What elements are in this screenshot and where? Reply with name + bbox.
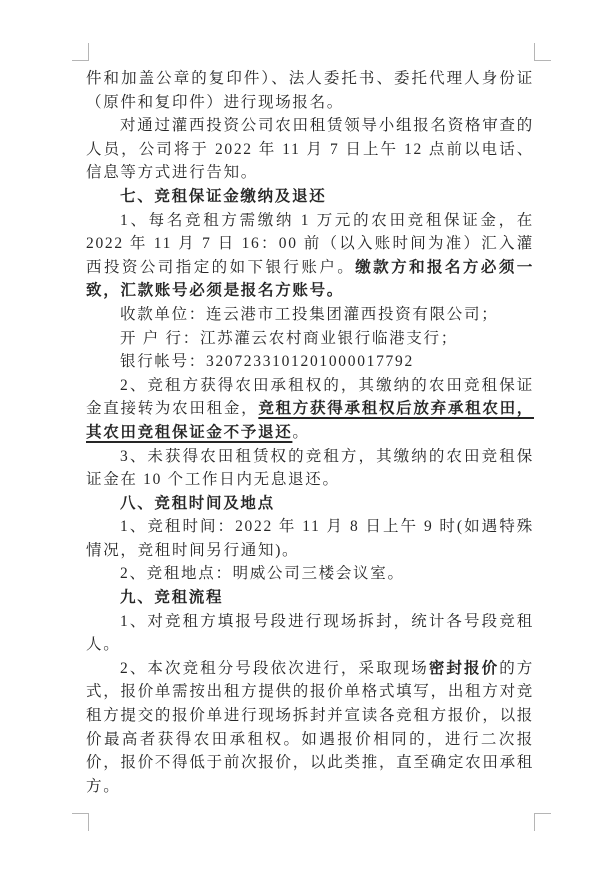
- paragraph: [86, 67, 534, 114]
- paragraph: [86, 515, 534, 562]
- text-run: 1、每名竞租方需缴纳 1 万元的农田竞租保证金，在 2022 年 11 月 7 日 16：00 前（以入账时间为准）汇入灌西投资公司指定的如下银行账户。: [86, 211, 534, 276]
- document-text-area: [86, 67, 534, 798]
- text-run: 1、对竞租方填报号段进行现场拆封，统计各号段竞租人。: [86, 612, 534, 654]
- paragraph: [86, 445, 534, 492]
- margin-mark-bottom-right: [534, 813, 551, 831]
- text-run: 八、竞租时间及地点: [120, 494, 275, 512]
- text-run: 银行帐号：3207233101201000017792: [120, 353, 414, 371]
- text-run: 的方式，报价单需按出租方提供的报价单格式填写，出租方对竞租方提交的报价单进行现场拆封并宣读各竞租方报价，以报价最高者获得农田承租权。如遇报价相同的，进行二次报价，报价不得低于前次报价，以此类推，直至确定农田承租方。: [86, 659, 534, 795]
- paragraph: [86, 657, 534, 799]
- text-run: 开 户 行：江苏灌云农村商业银行临港支行；: [120, 329, 458, 347]
- text-run: 2、竞租方获得农田承租权的，其缴纳的农田竞租保证金直接转为农田租金，: [86, 376, 534, 418]
- paragraph: [86, 350, 534, 374]
- paragraph: [86, 374, 534, 445]
- section-heading: [86, 586, 534, 610]
- margin-mark-bottom-left: [72, 813, 89, 831]
- text-run: 2、竞租地点：明威公司三楼会议室。: [120, 565, 405, 583]
- paragraph: [86, 610, 534, 657]
- section-heading: [86, 492, 534, 516]
- text-run: 。: [292, 423, 310, 441]
- text-run: 竞租方获得承租权后放弃承租农田，其农田竞租保证金不予退还: [86, 400, 534, 441]
- text-run: 件和加盖公章的复印件）、法人委托书、委托代理人身份证（原件和复印件）进行现场报名。: [86, 70, 534, 111]
- paragraph: [86, 209, 534, 303]
- text-run: 收款单位：连云港市工投集团灌西投资有限公司；: [120, 305, 499, 323]
- text-run: 九、竞租流程: [120, 589, 224, 607]
- text-run: 对通过灌西投资公司农田租赁领导小组报名资格审查的人员，公司将于 2022 年 11 月 7 日上午 12 点前以电话、信息等方式进行告知。: [86, 117, 534, 182]
- paragraph: [86, 114, 534, 185]
- text-run: 2、本次竞租分号段依次进行，采取现场: [120, 659, 429, 677]
- margin-mark-top-right: [534, 43, 551, 61]
- paragraph: [86, 327, 534, 351]
- text-run: 密封报价: [428, 659, 500, 677]
- text-run: 3、未获得农田租赁权的竞租方，其缴纳的农田竞租保证金在 10 个工作日内无息退还。: [86, 447, 534, 489]
- text-run: 1、竞租时间：2022 年 11 月 8 日上午 9 时(如遇特殊情况，竞租时间另行通知)。: [86, 518, 534, 559]
- section-heading: [86, 185, 534, 209]
- text-run: 七、竞租保证金缴纳及退还: [120, 187, 327, 205]
- text-run: 缴款方和报名方必须一致，汇款账号必须是报名方账号。: [86, 258, 534, 300]
- margin-mark-top-left: [72, 43, 89, 61]
- paragraph: [86, 562, 534, 586]
- paragraph: [86, 303, 534, 327]
